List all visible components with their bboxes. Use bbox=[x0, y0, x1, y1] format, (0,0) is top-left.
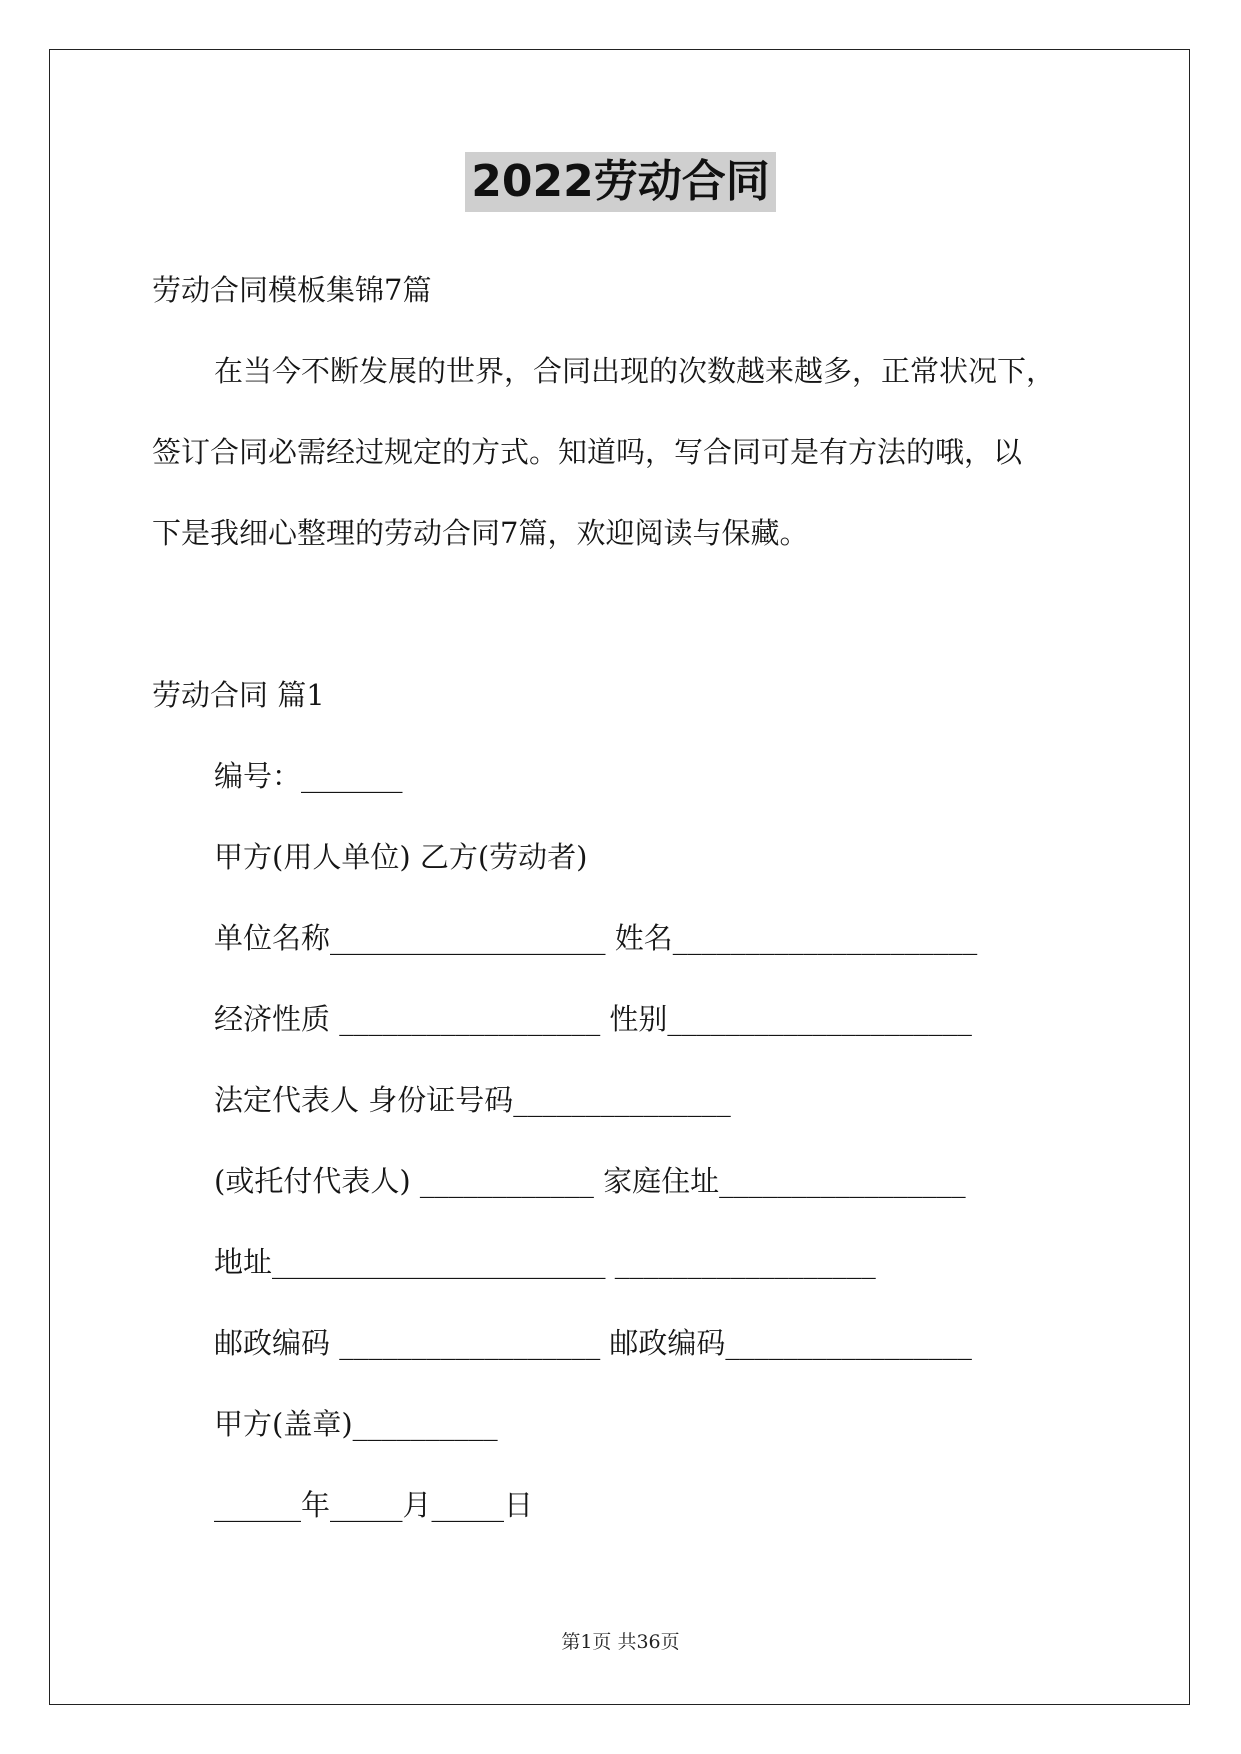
intro-line-3: 下是我细心整理的劳动合同7篇，欢迎阅读与保藏。 bbox=[152, 516, 809, 550]
form-line-entrusted-rep: (或托付代表人) ____________ 家庭住址_________________ bbox=[214, 1164, 966, 1198]
form-line-seal: 甲方(盖章)__________ bbox=[214, 1407, 498, 1441]
form-line-address: 地址_______________________ __________________ bbox=[214, 1245, 876, 1279]
form-line-number: 编号：_______ bbox=[214, 759, 403, 793]
form-line-unit-name: 单位名称___________________ 姓名_____________________ bbox=[214, 921, 978, 955]
intro-line-1: 在当今不断发展的世界，合同出现的次数越来越多，正常状况下， bbox=[214, 354, 1056, 388]
form-line-economic-nature: 经济性质 __________________ 性别_____________________ bbox=[214, 1002, 972, 1036]
document-title: 2022劳动合同 bbox=[465, 152, 775, 212]
document-subtitle: 劳动合同模板集锦7篇 bbox=[152, 273, 432, 307]
intro-line-2: 签订合同必需经过规定的方式。知道吗，写合同可是有方法的哦，以 bbox=[152, 435, 1023, 469]
page-footer: 第1页 共36页 bbox=[561, 1631, 680, 1653]
form-line-date: ______年_____月_____日 bbox=[214, 1488, 534, 1522]
document-title-container bbox=[0, 152, 1241, 212]
form-line-parties: 甲方(用人单位) 乙方(劳动者) bbox=[214, 840, 588, 874]
form-line-postcode: 邮政编码 __________________ 邮政编码_________________ bbox=[214, 1326, 972, 1360]
form-line-legal-rep: 法定代表人 身份证号码_______________ bbox=[214, 1083, 731, 1117]
section-heading: 劳动合同 篇1 bbox=[152, 678, 325, 712]
